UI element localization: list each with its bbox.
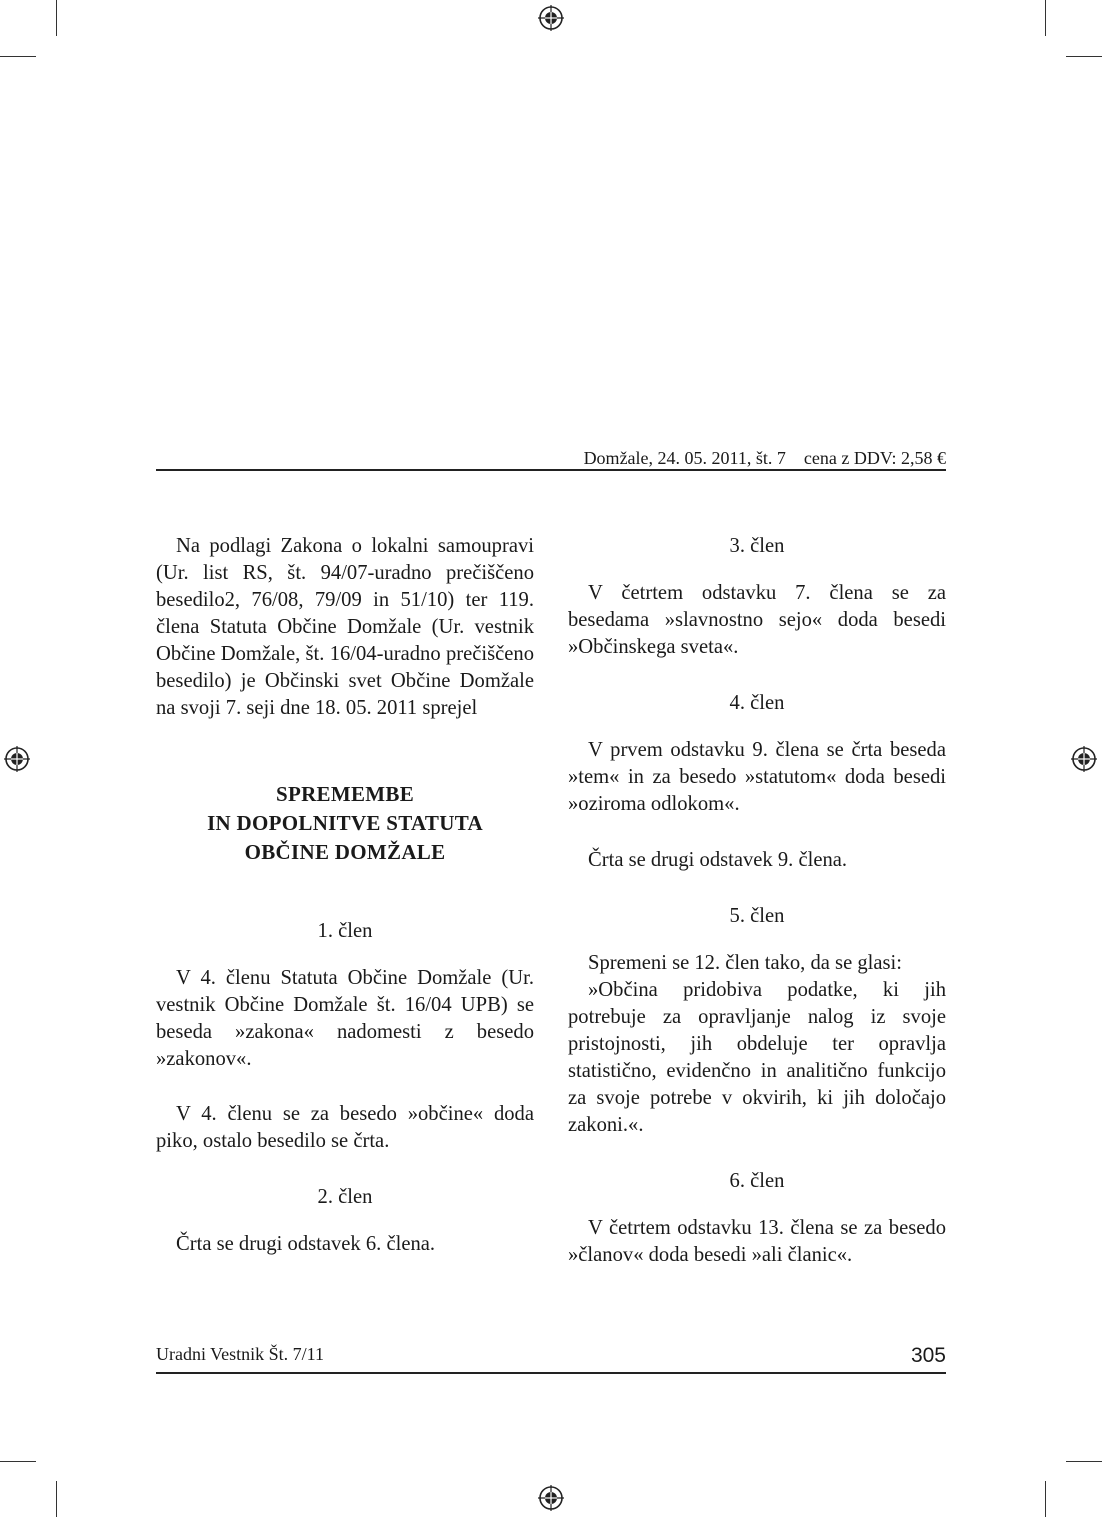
article-paragraph: Črta se drugi odstavek 6. člena. [176, 1233, 436, 1255]
crop-mark [1045, 1481, 1046, 1517]
article-paragraph: Spremeni se 12. člen tako, da se glasi: [588, 952, 902, 974]
crop-mark [1066, 1461, 1102, 1462]
crop-mark [1066, 56, 1102, 57]
article-heading: 6. člen [729, 1170, 785, 1192]
article-paragraph: »Občina pridobiva podatke, ki jih potrebuje za opravljanje nalog iz svoje pristojnosti, jih obdeluje ter opravlja statistično, evidenčno in analitično funkcijo za svoje potrebe v okvirih, ki jih določajo zakoni.«. [568, 979, 946, 1136]
crop-mark [56, 1481, 57, 1517]
footer-publication: Uradni Vestnik Št. 7/11 [156, 1344, 325, 1364]
header-place-date: Domžale, 24. 05. 2011, št. 7 [583, 448, 786, 468]
article-heading: 2. člen [317, 1186, 373, 1208]
footer-rule [156, 1372, 946, 1374]
registration-mark-icon [538, 1485, 564, 1511]
article-heading: 3. člen [729, 535, 785, 557]
title-line: SPREMEMBE [275, 782, 415, 806]
registration-mark-icon [4, 746, 30, 772]
crop-mark [0, 56, 36, 57]
registration-mark-icon [1071, 746, 1097, 772]
article-heading: 4. člen [729, 692, 785, 714]
article-paragraph: V 4. členu Statuta Občine Domžale (Ur. vestnik Občine Domžale št. 16/04 UPB) se beseda »zakona« nadomesti z besedo »zakonov«. [156, 967, 534, 1070]
right-column [568, 533, 946, 1269]
title-line: IN DOPOLNITVE STATUTA [207, 811, 483, 835]
header-rule [156, 469, 946, 471]
left-column [156, 533, 534, 1258]
article-paragraph: V 4. členu se za besedo »občine« doda piko, ostalo besedilo se črta. [156, 1103, 534, 1152]
page-header [156, 448, 946, 469]
article-paragraph: V prvem odstavku 9. člena se črta beseda »tem« in za besedo »statutom« doda besedi »oziroma odlokom«. [568, 739, 946, 815]
title-line: OBČINE DOMŽALE [244, 840, 446, 864]
article-heading: 5. člen [729, 905, 785, 927]
crop-mark [0, 1461, 36, 1462]
crop-mark [1045, 0, 1046, 36]
document-title [156, 780, 534, 867]
page-number: 305 [910, 1344, 946, 1367]
header-price: cena z DDV: 2,58 € [803, 448, 946, 468]
article-heading: 1. člen [317, 920, 373, 942]
article-paragraph: Črta se drugi odstavek 9. člena. [588, 849, 848, 871]
registration-mark-icon [538, 5, 564, 31]
crop-mark [56, 0, 57, 36]
article-paragraph: V četrtem odstavku 13. člena se za besedo »članov« doda besedi »ali članic«. [568, 1217, 946, 1266]
article-paragraph: V četrtem odstavku 7. člena se za besedama »slavnostno sejo« doda besedi »Občinskega sveta«. [568, 582, 946, 658]
intro-paragraph: Na podlagi Zakona o lokalni samoupravi (Ur. list RS, št. 94/07-uradno prečiščeno besedilo2, 76/08, 79/09 in 51/10) ter 119. člena Statuta Občine Domžale (Ur. vestnik Občine Domžale, št. 16/04-uradno prečiščeno besedilo) je Občinski svet Občine Domžale na svoji 7. seji dne 18. 05. 2011 sprejel [156, 535, 534, 719]
